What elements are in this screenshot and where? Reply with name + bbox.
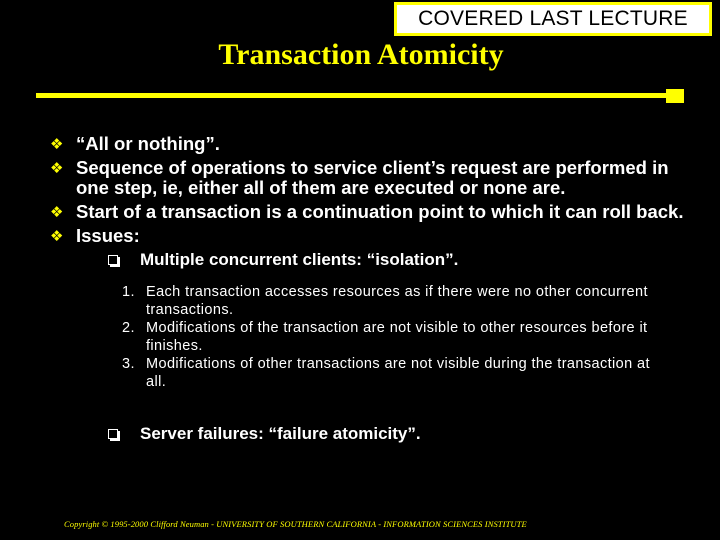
diamond-bullet-icon: ❖ [50, 159, 64, 177]
square-bullet-icon [108, 429, 118, 439]
bullet-text: Sequence of operations to service client’s request are performed in one step, ie, either all of them are executed or none are. [76, 157, 669, 198]
bullet-item [50, 158, 690, 198]
point-text: Modifications of other transactions are not visible during the transaction at all. [146, 356, 650, 390]
copyright-footer: Copyright © 1995-2000 Clifford Neuman - UNIVERSITY OF SOUTHERN CALIFORNIA - INFORMATION SCIENCES INSTITUTE [64, 519, 527, 529]
diamond-bullet-icon: ❖ [50, 135, 64, 153]
bullet-item [50, 202, 690, 222]
bullet-text: “All or nothing”. [76, 133, 220, 154]
isolation-points [122, 284, 662, 391]
title-divider [36, 93, 666, 98]
slide-title: Transaction Atomicity [218, 38, 504, 71]
square-bullet-icon [108, 255, 118, 265]
bullet-text: Issues: [76, 225, 140, 246]
point-number: 3. [122, 356, 135, 372]
numbered-point [122, 320, 662, 355]
bullet-item [50, 226, 690, 246]
issue-item [108, 250, 688, 270]
bullet-list [50, 134, 690, 444]
numbered-point [122, 356, 662, 391]
diamond-bullet-icon: ❖ [50, 227, 64, 245]
point-text: Modifications of the transaction are not visible to other resources before it finishes. [146, 320, 648, 354]
point-number: 2. [122, 320, 135, 336]
issue-label: Server failures: “failure atomicity”. [140, 424, 421, 443]
covered-last-lecture-stamp: COVERED LAST LECTURE [394, 2, 712, 36]
title-divider-end [666, 89, 684, 103]
issues-list [108, 250, 688, 444]
issue-item [108, 424, 688, 444]
numbered-point [122, 284, 662, 319]
point-number: 1. [122, 284, 135, 300]
bullet-text: Start of a transaction is a continuation point to which it can roll back. [76, 201, 684, 222]
point-text: Each transaction accesses resources as if there were no other concurrent transactions. [146, 284, 648, 318]
bullet-item [50, 134, 690, 154]
issue-label: Multiple concurrent clients: “isolation”. [140, 250, 459, 269]
diamond-bullet-icon: ❖ [50, 203, 64, 221]
